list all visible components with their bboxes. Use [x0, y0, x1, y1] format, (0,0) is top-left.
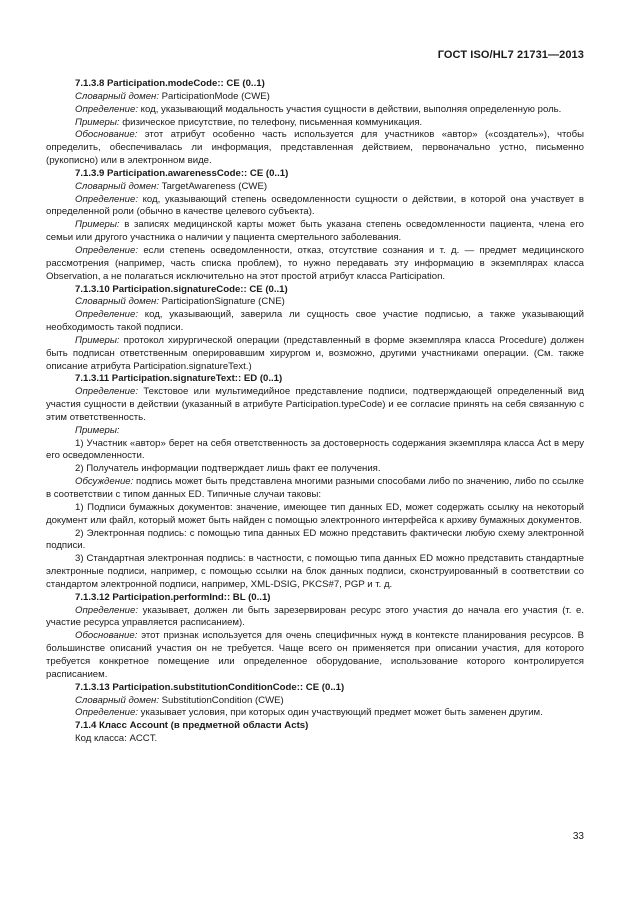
field-text: ParticipationMode (CWE)	[158, 90, 270, 102]
field-text: если степень осведомленности, отказ, отсутствие сознания и т. д. — предмет медицинского рассмотрения (например, часть списка проблем), то нужно передавать эту информацию в экземплярах класса Observation, а не полагаться исключительно на этот простой атрибут класса Participation.	[46, 244, 584, 282]
body-paragraph: 1) Участник «автор» берет на себя ответственность за достоверность содержания экземпляра класса Act в меру его осведомленности.	[46, 437, 584, 462]
section-heading: 7.1.4 Класс Account (в предметной области Acts)	[75, 720, 309, 732]
section-heading: 7.1.3.10 Participation.signatureCode:: CE (0..1)	[75, 283, 288, 295]
body-paragraph: Код класса: ACCT.	[75, 733, 158, 745]
section-heading: 7.1.3.9 Participation.awarenessCode:: CE (0..1)	[75, 167, 289, 179]
field-label: Определение:	[75, 244, 138, 256]
field-label: Определение:	[75, 707, 138, 719]
field-text: указывает, должен ли быть зарезервирован ресурс этого участия до начала его участия (т. е. участие ресурса управляется расписанием).	[46, 604, 584, 629]
definition-paragraph	[46, 630, 584, 681]
field-label: Обсуждение:	[75, 476, 134, 488]
section-heading: 7.1.3.13 Participation.substitutionConditionCode:: CE (0..1)	[75, 681, 345, 693]
field-text: подпись может быть представлена многими разными способами либо по значению, либо по ссылке в соответствии с типом данных ED. Типичные случаи таковы:	[46, 476, 584, 500]
definition-paragraph	[46, 386, 584, 425]
document-body	[46, 78, 584, 746]
field-text: в записях медицинской карты может быть указана степень осведомленности пациента, члена его семьи или другого участника о наличии у пациента смертельного заболевания.	[46, 219, 584, 244]
body-paragraph: 3) Стандартная электронная подпись: в частности, с помощью типа данных ED можно представить стандартные электронные подписи, например, с помощью ссылки на блок данных подписи, сконструированный в соответствии со стандартом электронной подписи, например, XML-DSIG, PKCS#7, PGP и т. д.	[46, 553, 584, 590]
definition-paragraph	[46, 129, 584, 168]
field-label: Определение:	[75, 103, 138, 115]
field-label: Примеры:	[75, 219, 120, 231]
definition-paragraph	[46, 707, 584, 720]
definition-paragraph	[46, 695, 584, 708]
field-label: Словарный домен:	[75, 90, 159, 102]
definition-paragraph	[46, 91, 584, 104]
field-label: Определение:	[75, 193, 138, 205]
field-label: Примеры:	[75, 116, 120, 128]
definition-paragraph	[46, 335, 584, 374]
field-text: код, указывающий степень осведомленности сущности о действии, в которой она участвует в определенной роли (обычно в качестве целевого субъекта).	[46, 193, 584, 218]
field-text: код, указывающий, заверила ли сущность свое участие подписью, а также указывающий необходимость такой подписи.	[46, 309, 584, 334]
field-text: указывает условия, при которых один участвующий предмет может быть заменен другим.	[138, 707, 543, 719]
field-text: Текстовое или мультимедийное представление подписи, подтверждающей определенный вид участия сущности в действии (указанный в атрибуте Participation.typeCode) и ее согласие принять на себя связанную с этим ответственность.	[46, 386, 584, 423]
definition-paragraph	[46, 296, 584, 309]
section-heading: 7.1.3.11 Participation.signatureText:: ED (0..1)	[75, 373, 283, 385]
definition-paragraph	[46, 309, 584, 335]
section-heading: 7.1.3.12 Participation.performInd:: BL (0..1)	[75, 591, 271, 603]
field-label: Словарный домен:	[75, 180, 159, 192]
field-label: Примеры:	[75, 424, 120, 436]
field-label: Определение:	[75, 309, 138, 321]
body-paragraph: 2) Электронная подпись: с помощью типа данных ED можно представить фактически любую схему электронной подписи.	[46, 527, 584, 552]
body-paragraph: 1) Подписи бумажных документов: значение, имеющее тип данных ED, может содержать ссылку на некоторый документ или файл, который может быть найден с помощью электронного интерфейса к архиву бумажных документов.	[46, 501, 584, 526]
field-text: этот атрибут особенно часть используется для участников «автор» («создатель»), чтобы определить, обеспечивалась ли информация, представленная действием, первоначально устно, письменно (рукописно) или в электронном виде.	[46, 129, 584, 167]
field-text: протокол хирургической операции (представленный в форме экземпляра класса Procedure) должен быть подписан ответственным оперировавшим хирургом и, возможно, другими участниками операции. (См. также описание атрибута Participation.signatureText.)	[46, 334, 584, 372]
definition-paragraph	[46, 181, 584, 194]
section-heading: 7.1.3.8 Participation.modeCode:: CE (0..1)	[75, 78, 265, 89]
definition-paragraph	[46, 245, 584, 284]
definition-paragraph	[46, 476, 584, 502]
field-text: TargetAwareness (CWE)	[158, 180, 268, 192]
field-text: код, указывающий модальность участия сущности в действии, выполняя определенную роль.	[138, 103, 562, 115]
field-text: SubstitutionCondition (CWE)	[158, 694, 284, 706]
field-label: Примеры:	[75, 334, 120, 346]
field-label: Определение:	[75, 386, 138, 398]
field-label: Обоснование:	[75, 630, 138, 642]
definition-paragraph	[46, 425, 584, 438]
definition-paragraph	[46, 104, 584, 117]
definition-paragraph	[46, 117, 584, 130]
field-label: Словарный домен:	[75, 694, 159, 706]
body-paragraph: 2) Получатель информации подтверждает лишь факт ее получения.	[75, 463, 381, 475]
definition-paragraph	[46, 219, 584, 245]
field-text: этот признак используется для очень специфичных нужд в контексте планирования ресурсов. В большинстве описаний участия он не требуется. Чаще всего он применяется при описании участия, для которого требуется конкретное помещение или определенное оборудование, использование которого контролируется расписанием.	[46, 630, 584, 680]
definition-paragraph	[46, 194, 584, 220]
definition-paragraph	[46, 605, 584, 631]
standard-header: ГОСТ ISO/HL7 21731—2013	[437, 49, 584, 61]
page-number: 33	[572, 831, 584, 842]
field-label: Определение:	[75, 604, 138, 616]
field-label: Словарный домен:	[75, 296, 159, 308]
field-label: Обоснование:	[75, 129, 138, 141]
field-text: ParticipationSignature (CNE)	[158, 296, 285, 308]
field-text: физическое присутствие, по телефону, письменная коммуникация.	[119, 116, 423, 128]
